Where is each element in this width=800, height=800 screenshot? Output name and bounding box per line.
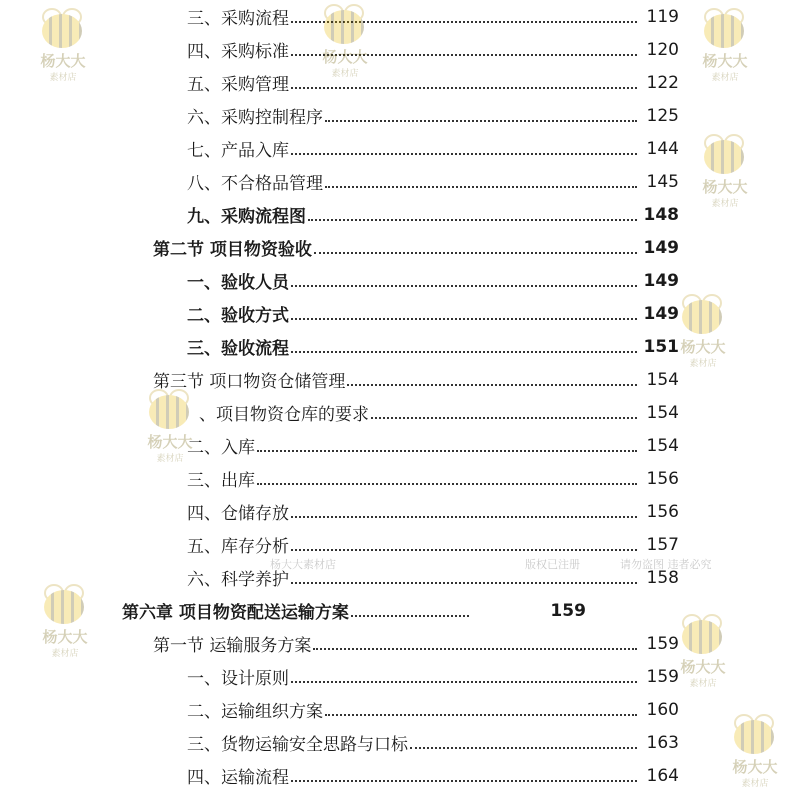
bee-icon: [682, 620, 722, 654]
bee-icon: [704, 140, 744, 174]
leader-dots: [291, 535, 637, 551]
bee-icon: [734, 720, 774, 754]
leader-dots: [257, 469, 637, 485]
toc-entry-title: 三、验收流程: [187, 339, 289, 359]
bee-icon: [324, 10, 364, 44]
toc-entry-page: 158: [646, 567, 679, 588]
toc-entry-title: 第一节 运输服务方案: [153, 636, 312, 656]
toc-entry-title: 五、采购管理: [187, 75, 289, 95]
leader-dots: [291, 766, 637, 782]
bee-icon: [149, 395, 189, 429]
leader-dots: [347, 370, 637, 386]
leader-dots: [291, 667, 637, 683]
toc-entry-title: 二、运输组织方案: [187, 702, 323, 722]
toc-section: [0, 231, 800, 264]
toc-entry-page: 149: [643, 270, 679, 291]
watermark-logo: 杨大大 素材店: [690, 140, 760, 220]
toc-entry: [0, 495, 800, 528]
bee-icon: [682, 300, 722, 334]
toc-entry-page: 163: [646, 732, 679, 753]
leader-dots: [291, 337, 637, 353]
toc-entry-page: 159: [550, 600, 586, 621]
leader-dots: [325, 700, 637, 716]
watermark-logo: 杨大大 素材店: [720, 720, 790, 800]
toc-entry-page: 160: [646, 699, 679, 720]
leader-dots: [325, 106, 637, 122]
toc-entry-title: 一、验收人员: [187, 273, 289, 293]
toc-entry-title: 九、采购流程图: [187, 207, 306, 227]
leader-dots: [291, 502, 637, 518]
toc-entry-title: 三、采购流程: [187, 9, 289, 29]
toc-entry-title: 四、仓储存放: [187, 504, 289, 524]
toc-entry-title: 七、产品入库: [187, 141, 289, 161]
bee-icon: [44, 590, 84, 624]
toc-entry: [0, 429, 800, 462]
toc-entry-page: 120: [646, 39, 679, 60]
toc-entry: [0, 165, 800, 198]
toc-entry-page: 125: [646, 105, 679, 126]
toc-entry-page: 154: [646, 435, 679, 456]
leader-dots: [351, 601, 469, 617]
watermark-logo: 杨大大 素材店: [310, 10, 380, 90]
leader-dots: [313, 634, 637, 650]
toc-entry-page: 119: [646, 6, 679, 27]
leader-dots: [371, 403, 637, 419]
leader-dots: [257, 436, 637, 452]
toc-entry-title: 六、采购控制程序: [187, 108, 323, 128]
toc-entry-title: 第六章 项目物资配送运输方案: [122, 603, 349, 623]
toc-entry-title: 六、科学养护: [187, 570, 289, 590]
watermark-text: 请勿盗图 违者必究: [620, 558, 712, 571]
toc-entry-page: 144: [646, 138, 679, 159]
toc-entry-title: 四、采购标准: [187, 42, 289, 62]
watermark-logo: 杨大大 素材店: [30, 590, 100, 670]
toc-entry-title: 五、库存分析: [187, 537, 289, 557]
toc-entry-title: 第二节 项目物资验收: [153, 240, 312, 260]
leader-dots: [291, 304, 637, 320]
watermark-logo: 杨大大 素材店: [690, 14, 760, 94]
watermark-logo: 杨大大 素材店: [135, 395, 205, 475]
toc-entry-page: 122: [646, 72, 679, 93]
bee-icon: [704, 14, 744, 48]
watermark-text: 杨大大素材店: [270, 558, 336, 571]
toc-entry-page: 156: [646, 501, 679, 522]
toc-entry-page: 154: [646, 369, 679, 390]
toc-entry-title: 三、出库: [187, 471, 255, 491]
toc-entry: [0, 396, 800, 429]
toc-entry: [0, 759, 800, 792]
toc-entry-title: 四、运输流程: [187, 768, 289, 788]
toc-entry-page: 159: [646, 633, 679, 654]
leader-dots: [291, 568, 637, 584]
toc-entry: [0, 198, 800, 231]
toc-entry: [0, 132, 800, 165]
toc-entry: [0, 99, 800, 132]
toc-entry-page: 149: [643, 237, 679, 258]
toc-entry: [0, 66, 800, 99]
toc-entry-page: 164: [646, 765, 679, 786]
toc-entry-title: 二、入库: [187, 438, 255, 458]
toc-entry-title: 、项目物资仓库的要求: [199, 405, 369, 425]
toc-entry: [0, 264, 800, 297]
leader-dots: [291, 271, 637, 287]
watermark-logo: 杨大大 素材店: [668, 300, 738, 380]
toc-entry: [0, 0, 800, 33]
leader-dots: [308, 205, 637, 221]
toc-entry-page: 151: [643, 336, 679, 357]
watermark-logo: 杨大大 素材店: [668, 620, 738, 700]
leader-dots: [314, 238, 637, 254]
toc-entry-title: 三、货物运输安全思路与口标: [187, 735, 408, 755]
toc-entry-page: 159: [646, 666, 679, 687]
watermark-logo: 杨大大 素材店: [28, 14, 98, 94]
toc-entry-title: 八、不合格品管理: [187, 174, 323, 194]
leader-dots: [410, 733, 637, 749]
toc-entry-page: 157: [646, 534, 679, 555]
toc-entry-title: 一、设计原则: [187, 669, 289, 689]
toc-entry: [0, 462, 800, 495]
toc-entry-page: 156: [646, 468, 679, 489]
toc-entry: [0, 726, 800, 759]
toc-entry-title: 第三节 项口物资仓储管理: [153, 372, 346, 392]
watermark-text: 版权已注册: [525, 558, 580, 571]
toc-entry-page: 148: [643, 204, 679, 225]
toc-entry-page: 149: [643, 303, 679, 324]
toc-entry-title: 二、验收方式: [187, 306, 289, 326]
toc-entry-page: 145: [646, 171, 679, 192]
bee-icon: [42, 14, 82, 48]
toc-entry: [0, 33, 800, 66]
leader-dots: [325, 172, 637, 188]
leader-dots: [291, 139, 637, 155]
toc-entry-page: 154: [646, 402, 679, 423]
